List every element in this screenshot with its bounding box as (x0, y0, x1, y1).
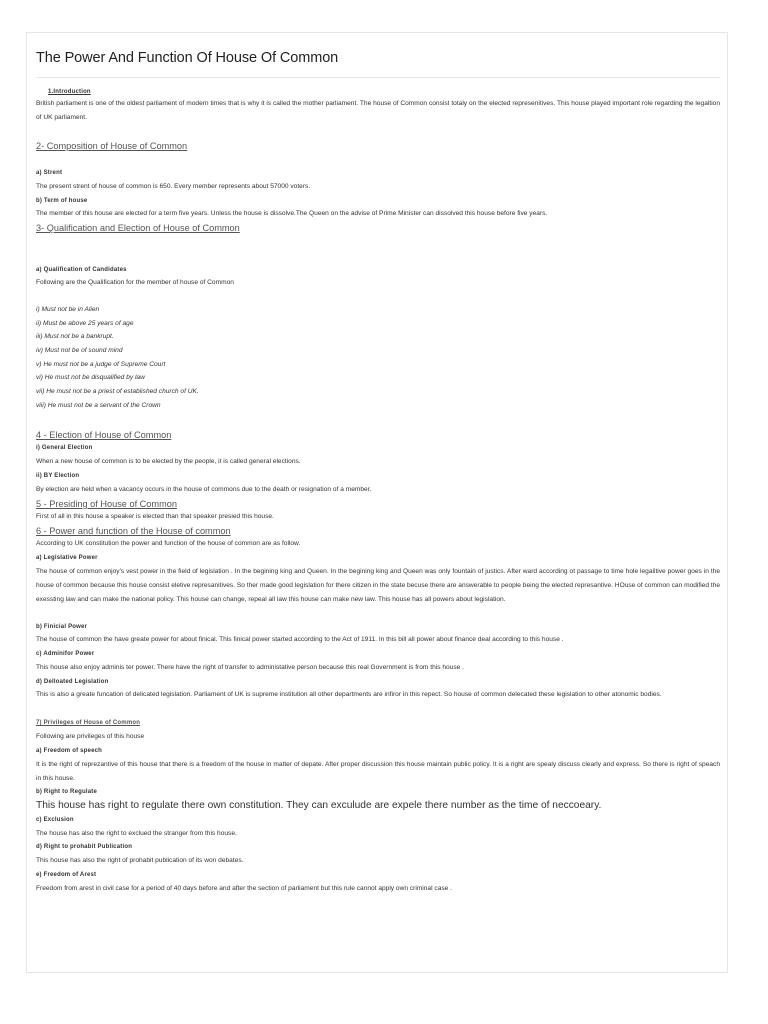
qualification-text: Following are the Qualification for the member of house of Common (36, 279, 234, 286)
document-title: The Power And Function Of House Of Common (36, 50, 339, 66)
section-2-heading: 2- Composition of House of Common (36, 141, 188, 151)
section-4-heading: 4 - Election of House of Common (36, 430, 172, 440)
qualification-item: vi) He must not be disqualified by law (36, 374, 145, 381)
freedom-of-speech-label: a) Freedom of speech (36, 748, 103, 754)
right-to-regulate-label: b) Right to Regulate (36, 789, 97, 795)
finicial-power-text: The house of common the have greate power for about finical. This finical power started according to the Act of 1911. In this bill all power about finance deal according to this house . (36, 636, 564, 643)
by-election-label: ii) BY Election (36, 473, 80, 479)
intro-text: British parliament is one of the oldest parliament of modern times that is why it is called the mother parliament. The house of Common consist totaly on the elected represenitives. This house played important role regarding the legaltion of UK parliament. (36, 100, 720, 121)
legislative-power-text: The house of common enjoy's vest power in the field of legislation . In the begining king and Queen. In the begining king and Queen was only fountain of justics. After ward according ot passage to time hole legalitive power goes in the house of common because this house consist eletive represanitives. So ther made good legislation for there citizen in the state becuse there are answerable to people being the elected represantive. HOuse of common can modified the exessting law and can make the national policy. This house can change, repeal all law this house can make new law. This house has all powers about legislation. (36, 568, 720, 603)
exclusion-text: The house has also the right to exclued the stranger from this house. (36, 830, 237, 837)
by-election-text: By election are held when a vacancy occurs in the house of commons due to the death or resignation of a member. (36, 486, 372, 493)
general-election-text: When a new house of common is to be elected by the people, it is called general elections. (36, 458, 301, 465)
term-text: The member of this house are elected for a term five years. Unless the house is dissolve.The Queen on the advise of Prime Minister can dissolved this house before five years. (36, 210, 548, 217)
exclusion-label: c) Exclusion (36, 817, 74, 823)
adminifor-power-text: This house also enjoy adminis ter power. There have the right of transfer to administative person because this real Government is from this house . (36, 664, 464, 671)
qualification-item: i) Must not be in Alien (36, 306, 100, 313)
intro-heading: 1.Introduction (48, 89, 91, 95)
freedom-of-arest-text: Freedom from arest in civil case for a period of 40 days before and after the section of parliament but this rule cannot apply own criminal case . (36, 885, 452, 892)
strent-label: a) Strent (36, 170, 63, 176)
strent-text: The present strent of house of common is 650. Every member represents about 57000 voters. (36, 183, 311, 190)
section-5-heading: 5 - Presiding of House of Common (36, 499, 177, 509)
section-3-heading: 3- Qualification and Election of House of Common (36, 223, 240, 233)
title-divider (36, 77, 720, 78)
right-to-regulate-text: This house has right to regulate there own constitution. They can exculude are expele there number as the time of neccoeary. (36, 800, 602, 811)
qualification-item: ii) Must be above 25 years of age (36, 320, 134, 327)
delloated-legislation-text: This is also a greate funcation of delicated legislation. Parliament of UK is supreme institution all other departments are infiror in this repect. So house of common delecated these legislation to other atonomic bodies. (36, 691, 662, 698)
adminifor-power-label: c) Adminifor Power (36, 651, 95, 657)
presiding-text: First of all in this house a speaker is elected than that speaker presied this house. (36, 513, 274, 520)
general-election-label: i) General Election (36, 445, 93, 451)
qualification-item: viii) He must not be a servant of the Crown (36, 402, 161, 409)
power-intro-text: According to UK constitution the power and function of the house of common are as follow. (36, 540, 301, 547)
finicial-power-label: b) Finicial Power (36, 624, 88, 630)
term-label: b) Term of house (36, 198, 88, 204)
qualification-item: vii) He must not be a priest of established church of UK. (36, 388, 199, 395)
legislative-power-label: a) Legislative Power (36, 555, 98, 561)
freedom-of-arest-label: e) Freedom of Arest (36, 872, 97, 878)
section-6-heading: 6 - Power and function of the House of common (36, 526, 231, 536)
section-7-heading: 7) Privileges of House of Common (36, 720, 141, 726)
qualification-item: iv) Must not be of sound mind (36, 347, 123, 354)
delloated-legislation-label: d) Delloated Legislation (36, 679, 109, 685)
qualification-item: iii) Must not be a bankrupt. (36, 333, 114, 340)
prohabit-publication-text: This house has also the right of prohabit publication of its won debates. (36, 857, 244, 864)
prohabit-publication-label: d) Right to prohabit Publication (36, 844, 133, 850)
freedom-of-speech-text: It is the right of reprezantive of this house that there is a freedom of the house in matter of depate. After proper discussion this house maintain public policy. It is a right are spealy discuss clearly and express. So there is right of speach in this house. (36, 761, 720, 782)
qualification-label: a) Qualification of Candidates (36, 267, 127, 273)
qualification-item: v) He must not be a judge of Supreme Court (36, 361, 166, 368)
privileges-intro-text: Following are privileges of this house (36, 733, 145, 740)
